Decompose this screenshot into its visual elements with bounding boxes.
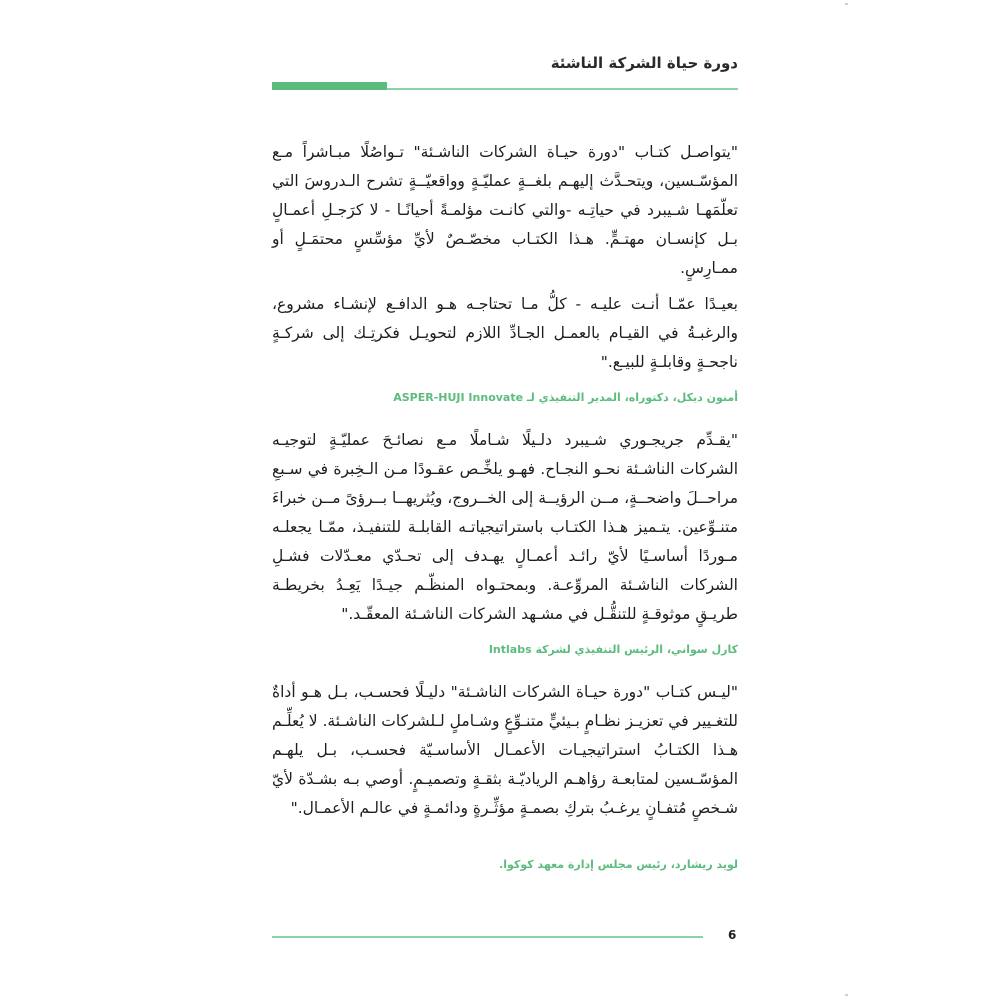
- quote-paragraph: بعيـدًا عمّـا أنـت عليـه - كلُّ مـا تحتاجـه هـو الدافـع لإنشـاء مشروع، والرغبـةُ في القيـام بالعمـل الجـادِّ اللازم لتحويـل فكرتِـك إلى شركـةٍ ناجحـةٍ وقابلـةٍ للبيـع.": [272, 295, 738, 371]
- quote-attribution: أمنون ديكل، دكتوراه، المدير التنفيذي لـ ASPER-HUJI Innovate: [393, 391, 738, 404]
- quote-paragraph: "يتواصـل كتـاب "دورة حيـاة الشركات الناشـئة" تـواصُلًا مبـاشراً مـع المؤسّـسين، ويتحـدَّث إليهـم بلغــةٍ عمليّـةٍ وواقعيّــةٍ تشرح الـدروسَ التي تعلّمَهـا شـيبرد في حياتِـه -والتي كانـت مؤلمـةً أحيانًـا - لا كرَجـلِ أعمـالٍ بـل كإنسـان مهتـمٍّ. هـذا الكتـاب مخصّـصٌ لأيِّ مؤسِّسٍ محتمَـلٍ أو ممـارِسٍ.: [272, 143, 738, 277]
- header-accent-bar: [272, 82, 387, 90]
- endorsement-quote-1: [272, 138, 738, 406]
- quote-paragraph: "ليـس كتـاب "دورة حيـاة الشركات الناشـئة" دليـلًا فحسـب، بـل هـو أداةٌ للتغـيير في تعزيـز نظـامٍ بـيئيٍّ متنـوِّعٍ وشـاملٍ لـلشركات الناشـئة. لا يُعلِّـم هـذا الكتـابُ استراتيجيـات الأعمـال الأساسـيّة فحسـب، بـل يلهـم المؤسّـسين لمتابعـة رؤاهـم الرياديّـة بثقـةٍ وتصميـمٍ. أوصي بـه بشـدّة لأيّ شـخصٍ مُتفـانٍ يرغـبُ بتركِ بصمـةٍ مؤثِّـرةٍ ودائمـةٍ في عالـم الأعمـال.": [271, 683, 738, 817]
- quote-attribution: لويد ريشارد، رئيس مجلس إدارة معهد كوكوا.: [499, 858, 738, 871]
- footer-rule: [272, 936, 703, 938]
- crop-mark: [845, 3, 848, 5]
- running-header-title: دورة حياة الشركة الناشئة: [550, 54, 738, 72]
- quote-attribution: كارل سواني، الرئيس التنفيذي لشركة Intlabs: [488, 643, 738, 656]
- endorsement-quote-2: [272, 426, 738, 658]
- page-body: [272, 138, 738, 873]
- endorsement-quote-3: [272, 678, 738, 873]
- quote-paragraph: "يقـدِّم جريجـوري شـيبرد دلـيلًا شـاملًا مـع نصائـحَ عمليّـةٍ لتوجيـه الشركات الناشـئة نحـو النجـاح. فهـو يلخِّـص عقـودًا مـن الـخِبرة في سـبعِ مراحــلَ واضحــةٍ، مــن الرؤيــة إلى الخــروج، ويُثريهــا بــرؤىً مــن خبراءَ متنـوِّعين. يتـميز هـذا الكتـاب باستراتيجياتـه القابلـة للتنفيـذ، ممّـا يجعلـه مـوردًا أساسـيًا لأيّ رائـد أعمـالٍ يهـدف إلى تحـدّي معـدّلات فشـلِ الشركات الناشـئة المروِّعـة. وبمحتـواه المنظّـم جيـدًا يَعِـدُ بخريطـة طريـقٍ موثوقـةٍ للتنقُّـل في مشـهد الشركات الناشـئة المعقّـد.": [272, 431, 738, 623]
- page-number: 6: [728, 928, 737, 942]
- crop-mark: [845, 994, 848, 996]
